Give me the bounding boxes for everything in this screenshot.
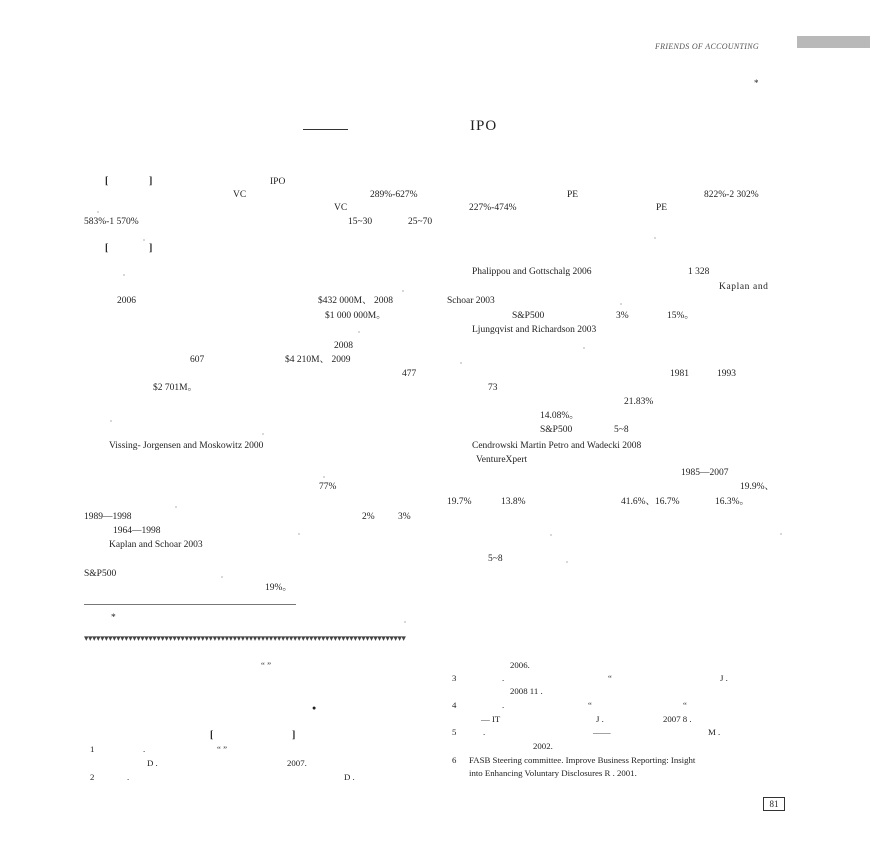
abstract-pe-2: PE (656, 203, 668, 213)
scan-dot (221, 576, 223, 578)
reference-number: 4 (452, 700, 457, 710)
scan-dot (583, 347, 585, 349)
page-title: IPO (470, 118, 498, 134)
title-dash (303, 129, 348, 130)
scan-dot (566, 561, 568, 563)
body-right-text: 19.9%、 (740, 482, 775, 492)
reference-text: D . (344, 772, 355, 782)
body-right-text: 1 328 (688, 267, 710, 277)
references-bracket-open: [ (210, 730, 214, 741)
page-number: 81 (763, 797, 785, 811)
body-left-text: $4 210M、 2009 (285, 355, 351, 365)
abstract-bracket-open: [ (105, 176, 109, 187)
scan-dot (780, 533, 782, 535)
body-left-text: 1964—1998 (113, 526, 161, 536)
abstract-years-1: 15~30 (348, 217, 373, 227)
scan-dot (323, 476, 325, 478)
body-right-text: VentureXpert (476, 455, 528, 465)
reference-text: “ ” (217, 744, 228, 754)
body-right-text: 21.83% (624, 397, 654, 407)
scan-dot (143, 239, 145, 241)
reference-text: . (143, 744, 146, 754)
reference-text: D . (147, 758, 158, 768)
references-bracket-close: ] (292, 730, 296, 741)
body-right-text: Schoar 2003 (447, 296, 495, 306)
header-bar (797, 36, 870, 48)
reference-year: 2006. (510, 660, 530, 670)
body-right-text: 1981 (670, 369, 689, 379)
scan-dot (620, 303, 622, 305)
body-left-text: 2008 (334, 341, 353, 351)
body-left-text: 19%。 (265, 583, 292, 593)
body-left-text: 1989—1998 (84, 512, 132, 522)
body-right-text: 1993 (717, 369, 736, 379)
body-right-text: S&P500 (512, 311, 545, 321)
bottom-left-quotes: “ ” (261, 660, 272, 670)
scan-dot (404, 621, 406, 623)
abstract-years-2: 25~70 (408, 217, 433, 227)
body-left-text: Kaplan and Schoar 2003 (109, 540, 203, 550)
abstract-range-3: 227%-474% (469, 203, 517, 213)
reference-number: 2 (90, 772, 95, 782)
reference-year: 2007 8 . (663, 714, 692, 724)
abstract-vc-1: VC (233, 190, 247, 200)
body-right-text: 14.08%。 (540, 411, 579, 421)
scan-dot (550, 534, 552, 536)
abstract-vc-2: VC (334, 203, 348, 213)
scan-dot (123, 274, 125, 276)
body-left-text: 477 (402, 369, 417, 379)
body-right-text: Phalippou and Gottschalg 2006 (472, 267, 592, 277)
body-right-text: Cendrowski Martin Petro and Wadecki 2008 (472, 441, 642, 451)
body-right-text: 73 (488, 383, 498, 393)
reference-text: 2008 11 . (510, 686, 543, 696)
scan-dot (97, 211, 99, 213)
body-left-text: Vissing- Jorgensen and Moskowitz 2000 (109, 441, 264, 451)
footnote-star: * (111, 613, 116, 623)
abstract-bracket-close: ] (149, 176, 153, 187)
keywords-bracket-close: ] (149, 243, 153, 254)
footnote-rule (84, 604, 296, 605)
scan-dot (175, 506, 177, 508)
reference-year: 2007. (287, 758, 307, 768)
scan-dot (358, 331, 360, 333)
reference-text: J . (596, 714, 604, 724)
body-right-text: 41.6%、16.7% (621, 497, 680, 507)
reference-text: . (483, 727, 486, 737)
body-left-text: 607 (190, 355, 205, 365)
reference-text: —— (593, 727, 611, 737)
body-right-text: S&P500 (540, 425, 573, 435)
journal-header: FRIENDS OF ACCOUNTING (655, 42, 759, 51)
body-left-text: 2006 (117, 296, 136, 306)
reference-text: “ (683, 700, 687, 710)
body-right-text: 16.3%。 (715, 497, 750, 507)
header-star: * (754, 78, 759, 88)
body-left-text: 2% (362, 512, 375, 522)
body-right-text: Ljungqvist and Richardson 2003 (472, 325, 597, 335)
reference-text: “ (608, 673, 612, 683)
scan-dot (654, 237, 656, 239)
abstract-range-2: 822%-2 302% (704, 190, 759, 200)
reference-number: 6 (452, 755, 457, 765)
body-left-text: $432 000M、 2008 (318, 296, 393, 306)
abstract-range-1: 289%-627% (370, 190, 418, 200)
reference-text: FASB Steering committee. Improve Business Reporting: Insight (469, 755, 696, 765)
body-left-text: $2 701M。 (153, 383, 198, 393)
reference-text: into Enhancing Voluntary Disclosures R . 2001. (469, 768, 637, 778)
bullet-icon: ● (312, 704, 317, 712)
scan-dot (110, 420, 112, 422)
body-right-text: 19.7% (447, 497, 472, 507)
abstract-ipo: IPO (270, 177, 286, 187)
section-divider: ▾▾▾▾▾▾▾▾▾▾▾▾▾▾▾▾▾▾▾▾▾▾▾▾▾▾▾▾▾▾▾▾▾▾▾▾▾▾▾▾▾▾▾▾▾▾▾▾▾▾▾▾▾▾▾▾▾▾▾▾▾▾▾▾▾▾▾▾▾▾▾▾▾▾▾▾▾▾▾▾ (84, 633, 406, 643)
body-right-text: 1985—2007 (681, 468, 729, 478)
body-left-text: 77% (319, 482, 337, 492)
body-right-text: 5~8 (614, 425, 629, 435)
reference-text: “ (588, 700, 592, 710)
reference-text: M . (708, 727, 721, 737)
body-left-text: $1 000 000M。 (325, 311, 386, 321)
body-right-text: 5~8 (488, 554, 503, 564)
body-right-text: 3% (616, 311, 629, 321)
reference-text: . (127, 772, 130, 782)
keywords-bracket-open: [ (105, 243, 109, 254)
reference-number: 1 (90, 744, 95, 754)
scan-dot (402, 290, 404, 292)
abstract-range-4: 583%-1 570% (84, 217, 139, 227)
reference-text: J . (720, 673, 728, 683)
scan-dot (460, 362, 462, 364)
scan-dot (262, 433, 264, 435)
abstract-pe-1: PE (567, 190, 579, 200)
reference-text: . (502, 700, 505, 710)
reference-number: 3 (452, 673, 457, 683)
scan-dot (298, 533, 300, 535)
reference-year: 2002. (533, 741, 553, 751)
body-right-text: 15%。 (667, 311, 694, 321)
body-left-text: 3% (398, 512, 411, 522)
body-right-text: 13.8% (501, 497, 526, 507)
body-right-text: Kaplan and (719, 282, 769, 292)
reference-number: 5 (452, 727, 457, 737)
reference-text: — IT (481, 714, 501, 724)
reference-text: . (502, 673, 505, 683)
body-left-text: S&P500 (84, 569, 117, 579)
